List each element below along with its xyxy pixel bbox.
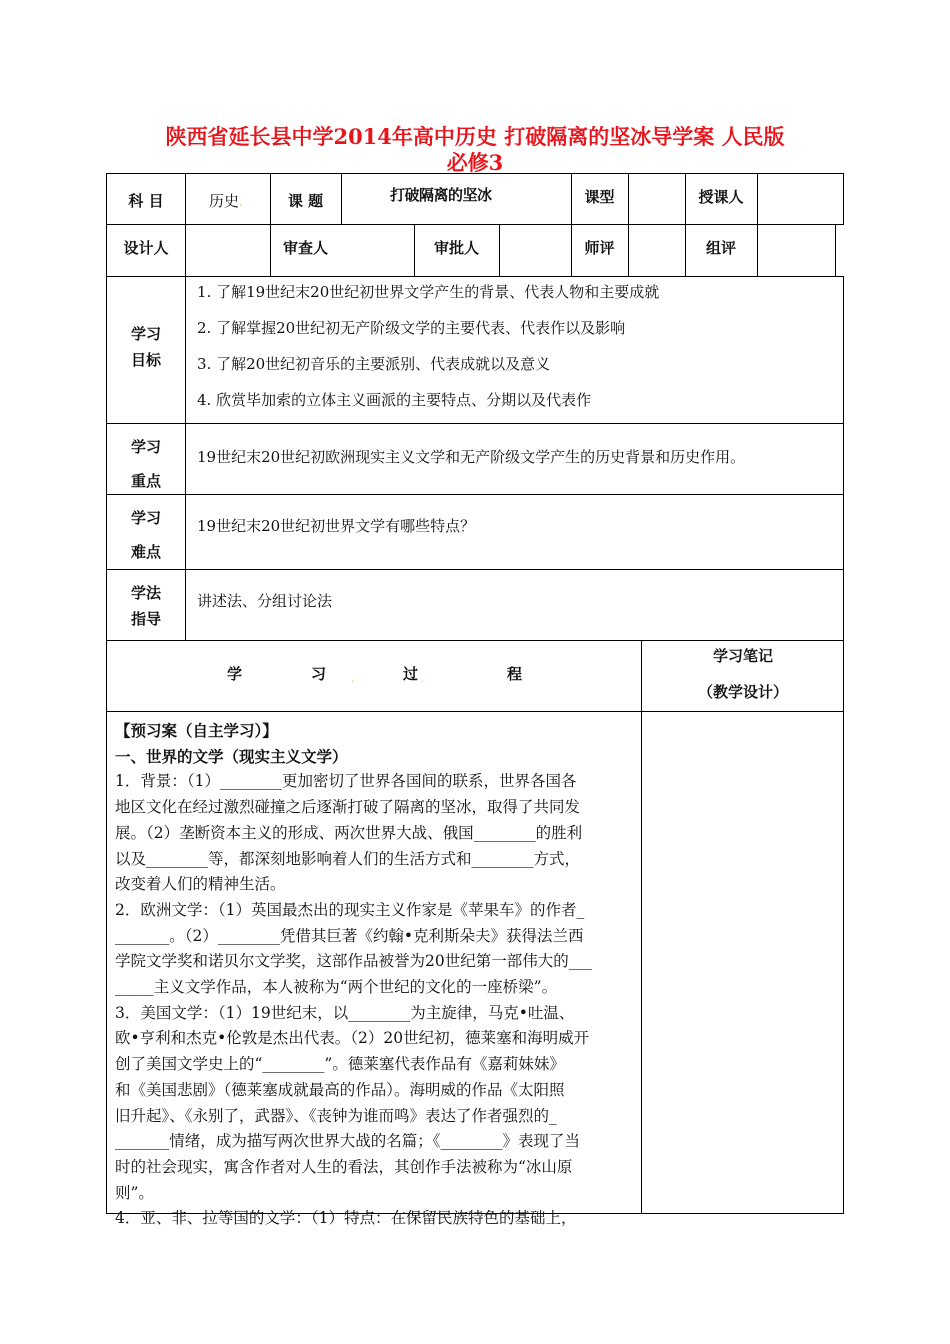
group-comment-label: 组评 (705, 239, 736, 257)
content-line: 和《美国悲剧》（德莱塞成就最高的作品）。海明威的作品《太阳照 (115, 1080, 565, 1099)
content-line: 以及________等，都深刻地影响着人们的生活方式和________方式， (115, 849, 581, 868)
document-title-line2: 必修3 (446, 150, 504, 175)
key-points-label: 学习 重点 (130, 438, 161, 490)
process-char-1: 学 (227, 665, 243, 683)
teacher-comment-label: 师评 (584, 239, 615, 257)
process-char-4: 程 (507, 665, 523, 683)
content-line: 1．背景：（1）________更加密切了世界各国间的联系，世界各国各 (115, 772, 577, 791)
content-line: 地区文化在经过激烈碰撞之后逐渐打破了隔离的坚冰，取得了共同发 (115, 798, 581, 817)
goal-item-3: 3. 了解20世纪初音乐的主要派别、代表成就以及意义 (197, 355, 551, 373)
content-line: _______情绪，成为描写两次世界大战的名篇；《________》表现了当 (115, 1132, 581, 1151)
content-row (106, 711, 844, 1228)
goal-item-4: 4. 欣赏毕加索的立体主义画派的主要特点、分期以及代表作 (197, 391, 592, 409)
teaching-design-label: （教学设计） (697, 683, 788, 701)
difficulties-row (106, 494, 844, 570)
subject-value: 历史. (209, 192, 243, 210)
learning-goals-row (106, 276, 844, 424)
subject-label: 科 目 (128, 192, 164, 210)
reviewer-label: 审查人 (283, 239, 329, 257)
key-points-text: 19世纪末20世纪初欧洲现实主义文学和无产阶级文学产生的历史背景和历史作用。 (197, 448, 746, 466)
header-row-2 (106, 224, 836, 277)
method-text: 讲述法、分组讨论法 (197, 592, 333, 610)
content-line: 欧•亨利和杰克•伦敦是杰出代表。（2）20世纪初，德莱塞和海明威开 (115, 1029, 590, 1048)
content-line: 创了美国文学史上的“________”。德莱塞代表作品有《嘉莉妹妹》 (115, 1055, 565, 1074)
goal-item-2: 2. 了解掌握20世纪初无产阶级文学的主要代表、代表作以及影响 (197, 319, 626, 337)
approver-label: 审批人 (433, 239, 479, 257)
teacher-label: 授课人 (698, 188, 744, 206)
content-line: 3．美国文学：（1）19世纪末，以________为主旋律，马克•吐温、 (115, 1003, 575, 1022)
content-line: 旧升起》、《永别了，武器》、《丧钟为谁而鸣》表达了作者强烈的_ (115, 1106, 557, 1125)
content-line: 改变着人们的精神生活。 (115, 875, 286, 894)
content-line: 展。（2）垄断资本主义的形成、两次世界大战、俄国________的胜利 (115, 823, 583, 842)
content-line: 2．欧洲文学：（1）英国最杰出的现实主义作家是《苹果车》的作者_ (115, 900, 585, 919)
designer-label: 设计人 (123, 239, 169, 257)
topic-label: 课 题 (287, 192, 324, 210)
goal-item-1: 1. 了解19世纪末20世纪初世界文学产生的背景、代表人物和主要成就 (197, 283, 660, 301)
document-title-line1: 陕西省延长县中学2014年高中历史 打破隔离的坚冰导学案 人民版 (165, 124, 785, 149)
topic-value: 打破隔离的坚冰 (390, 186, 492, 204)
process-char-2: 习 (311, 665, 327, 683)
method-label: 学法 指导 (130, 584, 161, 628)
difficulties-label: 学习 难点 (130, 509, 161, 561)
content-line: 时的社会现实，寓含作者对人生的看法，其创作手法被称为“冰山原 (115, 1157, 573, 1176)
study-notes-label: 学习笔记 (712, 647, 773, 665)
content-line: _____主义文学作品，本人被称为“两个世纪的文化的一座桥梁”。 (115, 978, 558, 997)
difficulties-text: 19世纪末20世纪初世界文学有哪些特点？ (197, 517, 476, 535)
process-header-row (106, 640, 844, 712)
content-line: _______。（2）________凭借其巨著《约翰•克利斯朵夫》获得法兰西 (115, 926, 584, 945)
content-line: 一、世界的文学（现实主义文学） (115, 746, 348, 766)
content-line: 学院文学奖和诺贝尔文学奖，这部作品被誉为20世纪第一部伟大的___ (115, 952, 592, 971)
content-line: 4．亚、非、拉等国的文学：（1）特点：在保留民族特色的基础上， (115, 1209, 577, 1228)
lesson-type-label: 课型 (584, 188, 615, 206)
content-line: 则”。 (115, 1183, 154, 1202)
content-line: 【预习案（自主学习）】 (115, 721, 278, 740)
decor-dot-1: . (351, 674, 355, 685)
decor-dot-2: . (421, 674, 425, 685)
key-points-row (106, 423, 844, 495)
learning-goals-label: 学习 目标 (130, 325, 161, 369)
header-row-1 (106, 173, 844, 225)
process-char-3: 过 (403, 665, 419, 683)
preview-content (115, 718, 635, 1232)
method-row (106, 569, 844, 641)
